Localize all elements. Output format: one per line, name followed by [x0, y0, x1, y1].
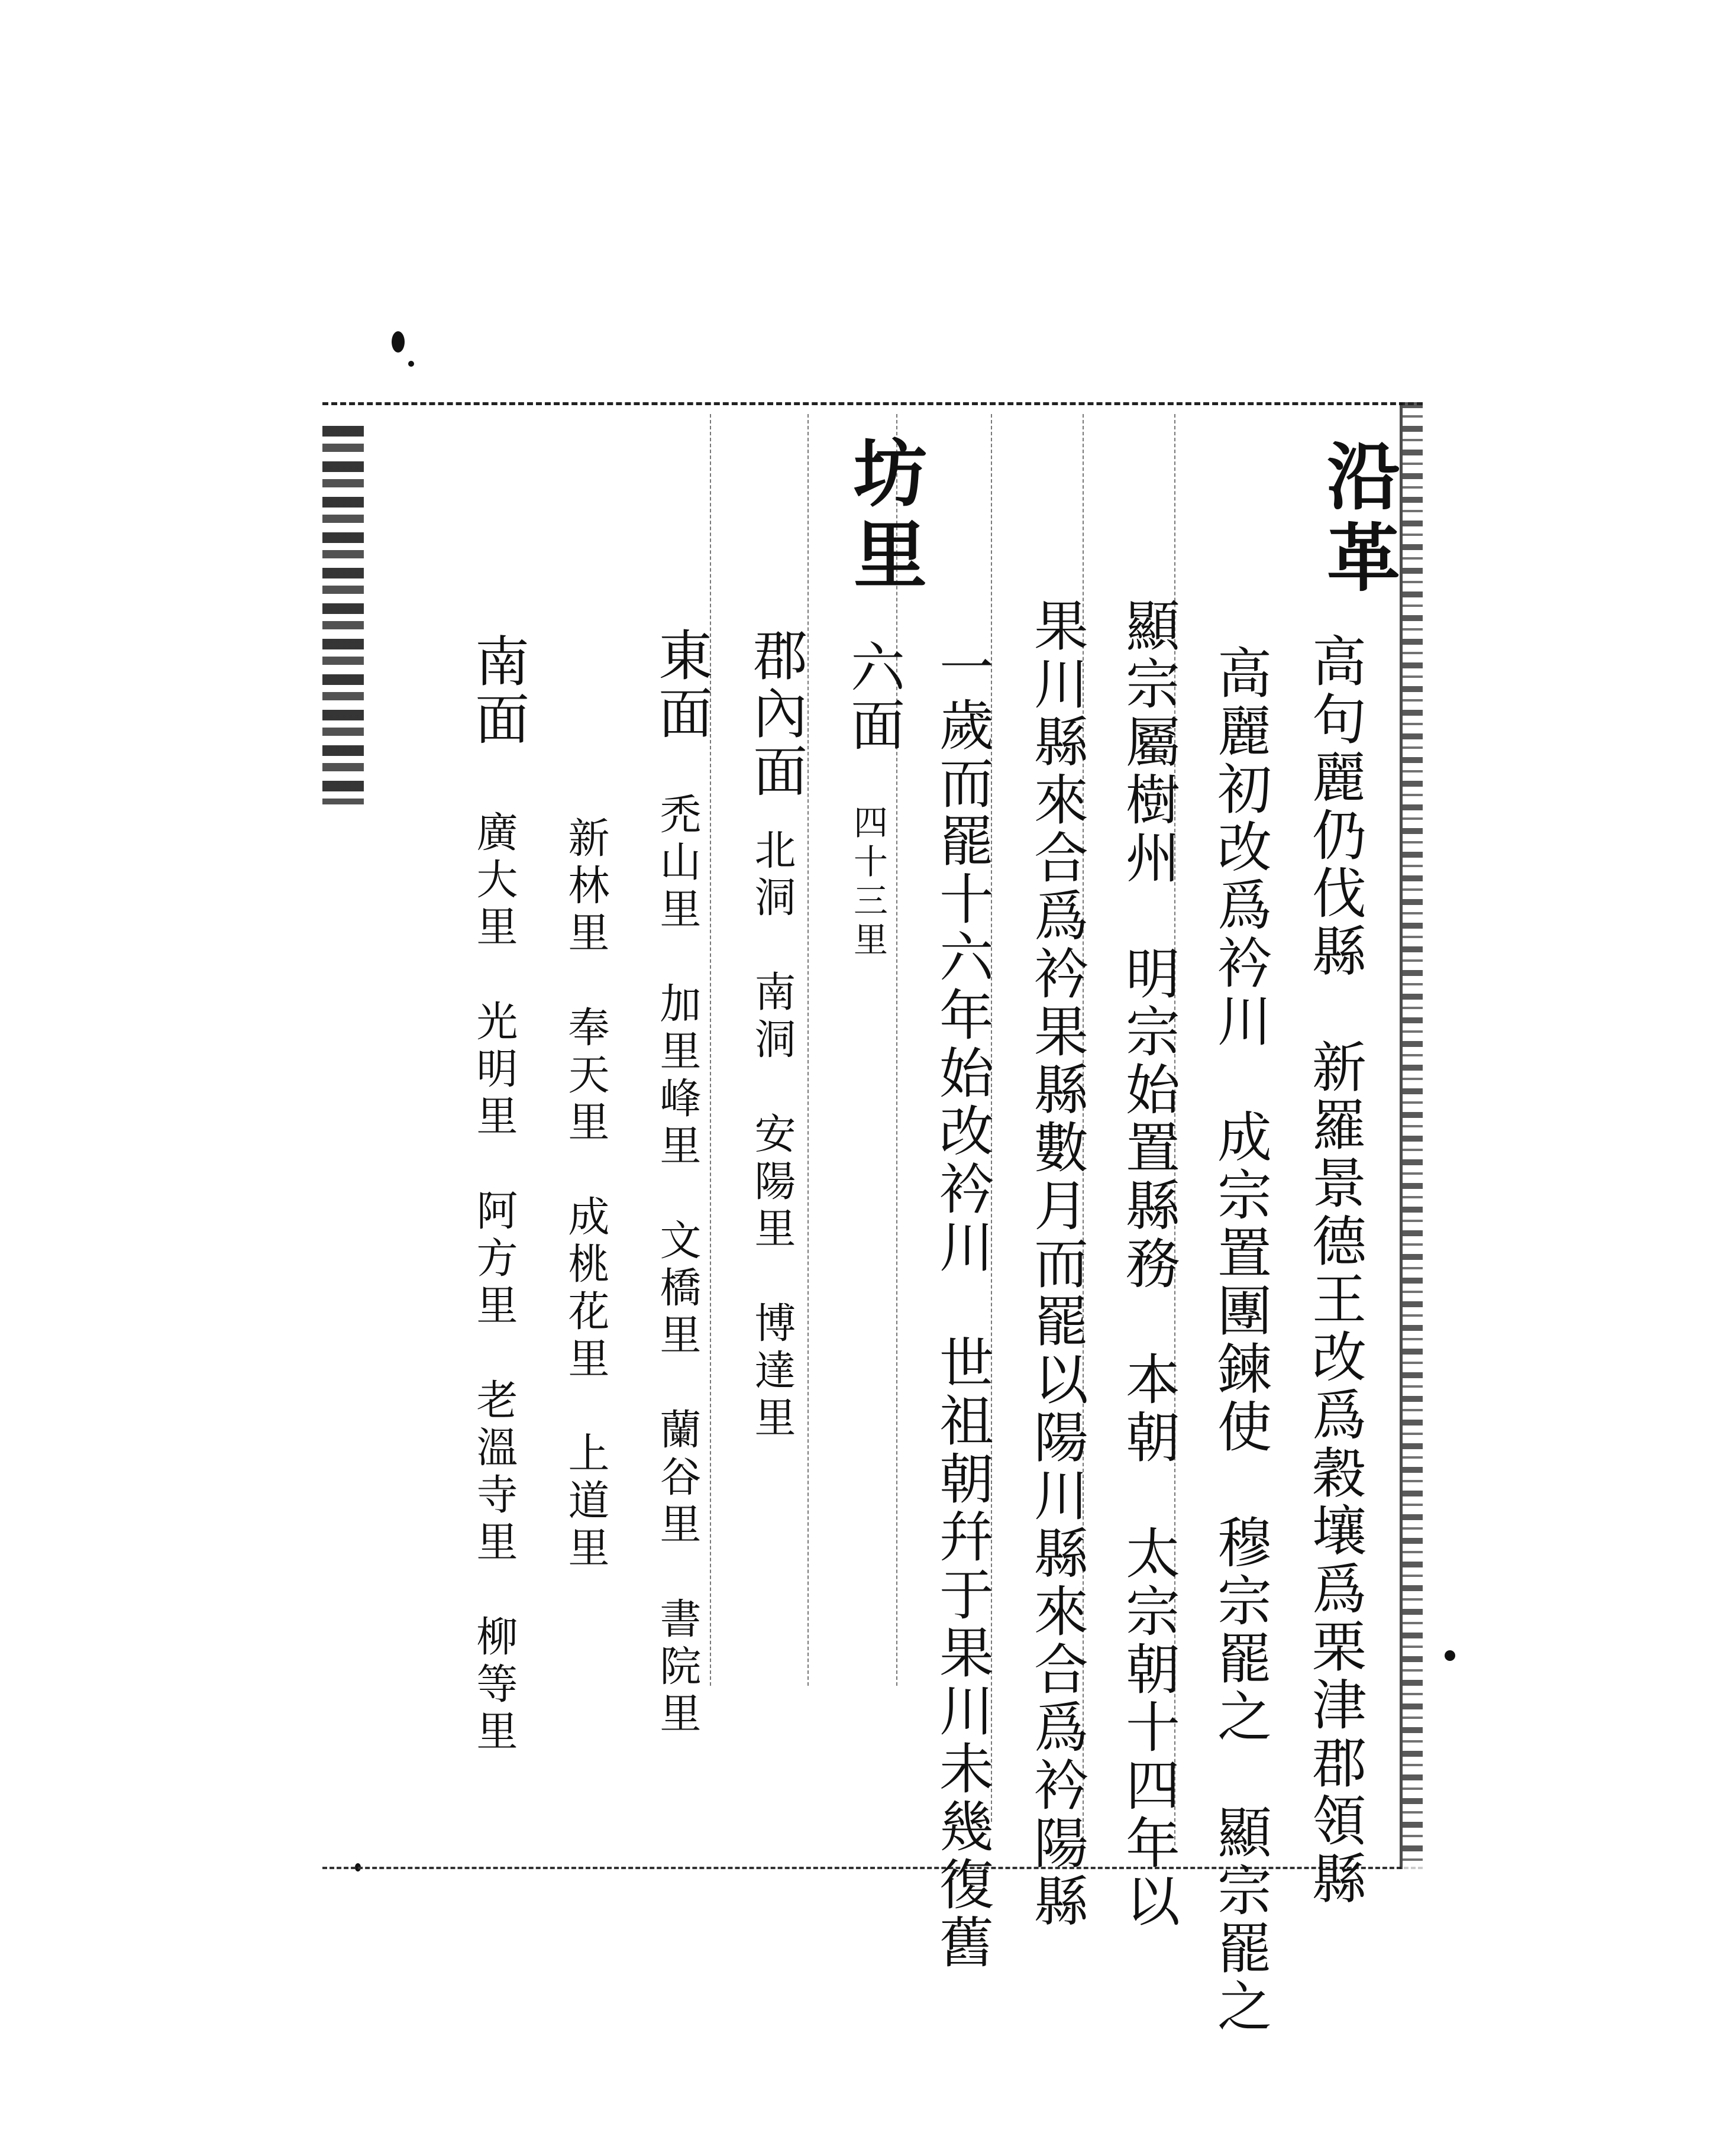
village-list: 禿山里 加里峰里 文橋里 蘭谷里 書院里 [653, 793, 702, 1739]
column-rule [896, 414, 897, 1686]
text-column: 高句麗仍伐縣 新羅景德王改爲穀壤爲栗津郡領縣 [1303, 633, 1367, 1908]
district-label: 郡內面 [744, 627, 807, 801]
frame-right-border [1400, 402, 1423, 1869]
text-column: 一歲而罷十六年始改衿川 世祖朝幷于果川未幾復舊 [931, 639, 994, 1972]
village-list: 新林里 奉天里 成桃花里 上道里 [561, 816, 610, 1573]
village-list: 北洞 南洞 安陽里 博達里 [748, 828, 796, 1443]
frame-top-border [322, 402, 1423, 405]
frame-left-border-damaged [322, 426, 364, 804]
ink-speck [392, 331, 405, 353]
fangli-summary-main: 六面 [842, 639, 905, 755]
section-heading-fangli: 坊里 [841, 435, 927, 598]
column-rule [710, 414, 711, 1686]
village-list: 廣大里 光明里 阿方里 老溫寺里 柳等里 [470, 810, 518, 1757]
section-heading-yange: 沿革 [1314, 438, 1400, 601]
ink-speck [1445, 1650, 1455, 1661]
ink-speck [408, 361, 414, 367]
printed-frame [322, 402, 1423, 2036]
district-label: 南面 [466, 633, 529, 749]
column-rule [807, 414, 809, 1686]
text-column: 果川縣來合爲衿果縣數月而罷以陽川縣來合爲衿陽縣 [1025, 597, 1088, 1931]
fangli-summary-sub: 四十三里 [848, 804, 888, 961]
district-label: 東面 [650, 627, 713, 743]
text-column: 高麗初改爲衿川 成宗置團鍊使 穆宗罷之 顯宗罷之 [1209, 645, 1272, 2036]
text-column: 顯宗屬樹州 明宗始置縣務 本朝 太宗朝十四年以 [1117, 597, 1180, 1931]
